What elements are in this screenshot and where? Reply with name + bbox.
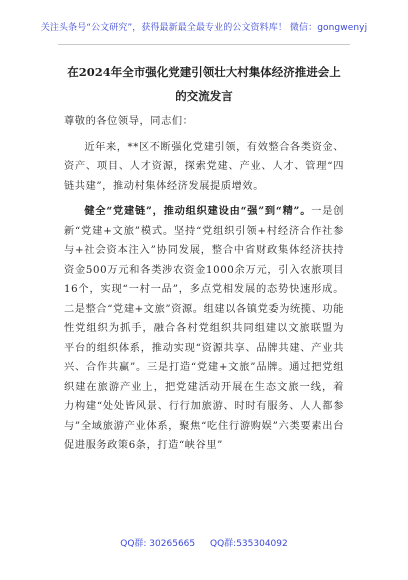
section1-paragraph [64, 202, 344, 456]
intro-paragraph: 近年来，**区不断强化党建引领，有效整合各类资金、资产、项目、人才资源，探索党建、产业、人才、管理“四链共建”，推动村集体经济发展提质增效。 [64, 141, 344, 192]
footer [0, 536, 408, 549]
document-title: 在2024年全市强化党建引领壮大村集体经济推进会上的交流发言 [67, 65, 341, 103]
section1-body: 一是创新“党建+文旅”模式。坚持“党组织引领+村经济合作社参与+社会资本注入”协同发展，整合中省财政集体经济扶持资金500万元和各类涉农资金1000余万元，引入农旅项目16个，实现“一村一品”，多点党相发展的态势快速形成。二是整合“党建+文旅”资源。组建以各镇党委为统揽、功能性党组织为抓手，融合各村党组织共同组建以文旅联盟为平台的组织体系，推动实现“资源共享、品牌共建、产业共兴、合作共赢”。三是打造“党建+文旅”品牌。通过把党组织建在旅游产业上，把党建活动开展在生态文旅一线，着力构建“处处皆风景、行行加旅游、时时有服务、人人都参与”全域旅游产业体系，聚焦“吃住行游购娱”六类要素出台促进服务政策6条，打造“峡谷里” [64, 206, 344, 451]
section1-lead: 健全“党建链”，推动组织建设由“强”到“精”。 [84, 205, 312, 217]
document-body [64, 60, 344, 456]
footer-qq1: QQ群: 30265665 [120, 539, 196, 549]
header-banner: 关注头条号“公文研究”，获得最新最全最专业的公文资料库！ 微信：gongwenyj [40, 23, 368, 33]
header-divider [58, 44, 350, 45]
footer-qq2: QQ群:535304092 [210, 539, 288, 549]
greeting: 尊敬的各位领导，同志们： [64, 116, 194, 127]
